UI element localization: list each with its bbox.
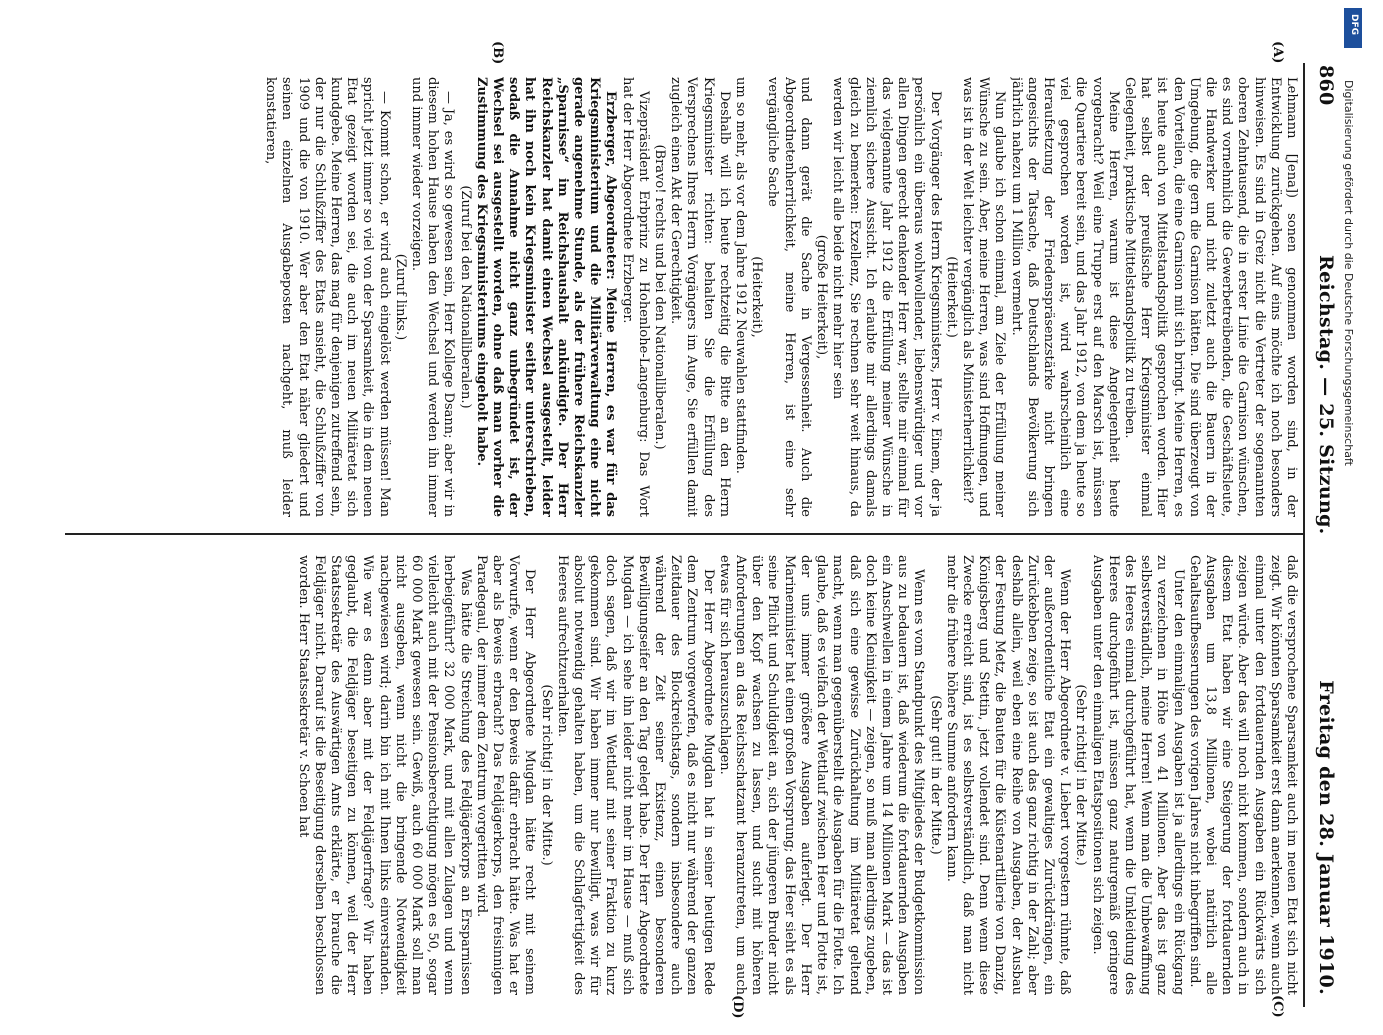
margin-marker-d: (D) [730, 995, 745, 1019]
paragraph: Wenn der Herr Abgeordnete v. Liebert vorgestern rühmte, daß der außerordentliche Etat ein gewaltiges Zurückdrängen, ein Zurückebben zeige, so ist auch das ganz richtig in der Zahl; aber deshalb allein, weil eben eine Reihe von Ausgaben, der Ausbau der Festung Metz, die Bauten für die Küstenartillerie von Danzig, Königsberg und Stettin, jetzt vollendet sind. Denn wenn diese Zwecke erreicht sind, ist es selbstverständlich, daß man nicht mehr die frühere höhere Summe anfordern kann. [943, 555, 1073, 995]
column-divider [65, 533, 1305, 535]
session-title: Reichstag. — 25. Sitzung. [1315, 255, 1337, 535]
paragraph: — Ja, es wird so gewesen sein, Herr Kollege Dsann; aber wir in diesem hohen Hause haben den Wechsel und werden ihn immer und immer wieder vorzeigen. [409, 77, 457, 517]
dfg-logo-text: DFG [1349, 14, 1359, 36]
paragraph: Der Vorgänger des Herrn Kriegsministers, Herr v. Einem, der ja persönlich ein überaus wohlwollender, liebenswürdiger und vor allen Dingen gerecht denkender Herr war, stellte mir einmal für das vielgenannte Jahr 1912 die Erfüllung meiner Wünsche in ziemlich sichere Aussicht. Ich erlaubte mir allerdings damals gleich zu bemerken: Exzellenz, Sie rechnen sehr weit hinaus, da werden wir leicht alle beide nicht mehr hier sein [830, 77, 943, 517]
digitization-note [1340, 10, 1356, 970]
paragraph: Meine Herren, warum ist diese Angelegenheit heute vorgebracht? Weil eine Truppe erst auf den Marsch ist, müssen die Quartiere bereit sein, und das Jahr 1912, von dem ja heute so viel gesprochen worden ist, wird wahrscheinlich eine Heraufsetzung der Friedenspräsenzstärke nicht bringen angesichts der Tatsache, daß Deutschlands Bevölkerung sich jährlich nahezu um 1 Million vermehrt. [1008, 77, 1121, 517]
paragraph: — Kommt schon, er wird auch eingelöst werden müssen! Man spricht jetzt immer so viel von der Sparsamkeit, die in dem neuen Etat gezeigt worden sei, die auch im neuen Militäretat sich kundgebe. Meine Herren, das mag für denjenigen zutreffend sein, der nur die Schlußziffer des Etats ansieht, die Schlußziffer von 1909 und die von 1910. Wer aber den Etat näher gliedert und seinen einzelnen Ausgabeposten nachgeht, muß leider konstatieren, [263, 77, 392, 517]
reaction: (Sehr richtig! in der Mitte.) [1073, 684, 1089, 866]
paragraph: Der Herr Abgeordnete Mugdan hat in seiner heutigen Rede dem Zentrum vorgeworfen, daß es nicht nur während der ganzen Zeitdauer des Blockreichstags, sondern insbesondere auch während der Zeit seiner Existenz, einen besonderen Bewilligungseifer an den Tag gelegt habe. Der Herr Abgeordnete Mugdan — ich sehe ihn leider nicht mehr im Hause — muß sich doch sagen, daß wir im Wettlauf mit seiner Fraktion zu kurz gekommen sind. Wir haben immer nur bewilligt, was wir für absolut notwendig gehalten haben, um die Schlagfertigkeit des Heeres aufrechtzuerhalten. [554, 555, 716, 995]
margin-marker-c: (C) [1270, 995, 1285, 1018]
reaction: (Zuruf links.) [392, 253, 408, 341]
left-column [64, 77, 1299, 517]
paragraph: und dann gerät die Sache in Vergessenheit. Auch die Abgeordnetenherrlichkeit, meine Herren, ist eine sehr vergängliche Sache [765, 77, 813, 517]
paragraph: Wenn es vom Standpunkt des Mitgliedes der Budgetkommission aus zu bedauern ist, daß wiederum die fortdauernden Ausgaben ein Anschwellen in einem Jahre um 14 Millionen Mark — das ist doch keine Kleinigkeit — zeigen, so muß man allerdings zugeben, daß sich eine gewisse Zurückhaltung im Militäretat geltend macht, wenn man gegenüberstellt die Ausgaben für die Flotte. Ich glaube, daß es vielfach der Wettlauf zwischen Heer und Flotte ist, der uns immer größere Ausgaben auferlegt. Der Herr Marineminister hat einen großen Vorsprung; das Heer sieht es als seine Pflicht und Schuldigkeit an, sich der jüngeren Bruder nicht über den Kopf wachsen zu lassen, und sucht mit höheren Anforderungen an das Reichsschatzamt heranzutreten, um auch etwas für sich herauszuschlagen. [716, 555, 927, 995]
reaction: (große Heiterkeit), [814, 234, 830, 360]
paragraph: Nun glaube ich schon einmal, am Ziele der Erfüllung meiner Wünsche zu sein. Aber, meine Herren, was sind Hoffnungen, und was ist in der Welt leichter vergänglich als Ministerherrlichkeit? [959, 77, 1008, 517]
reaction: (Zuruf bei den Nationalliberalen.) [457, 185, 473, 409]
paragraph: Der Herr Abgeordnete Mugdan hätte recht mit seinem Vorwurfe, wenn er den Beweis dafür erbracht hätte. Was hat er aber als Beweis erbracht? Das Feldjägerkorps, den freisinnigen Paradegaul, der immer dem Zentrum vorgeritten wird. [473, 555, 538, 995]
document-page [35, 35, 1365, 1035]
page-header [1307, 65, 1337, 1005]
paragraph: daß die versprochene Sparsamkeit auch im neuen Etat sich nicht zeigt. Wir könnten Sparsamkeit erst dann anerkennen, wenn auch einmal unter den fortdauernden Ausgaben ein Rückwärts sich zeigen würde. Aber das will noch nicht kommen, sondern auch in diesem Etat haben wir eine Steigerung der fortdauernden Ausgaben um 13,8 Millionen, wobei natürlich alle Gehaltsaufbesserungen des vorigen Jahres nicht inbegriffen sind. [1186, 555, 1299, 995]
margin-marker-a: (A) [1270, 41, 1285, 64]
reaction: (Heiterkeit), [749, 256, 765, 338]
paragraph: Was hätte die Streichung des Feldjägerkorps an Ersparnissen herbeigeführt? 32 000 Mark, und mit allen Zulagen und wenn vielleicht auch mit der Pensionsberechtigung mögen es 50, sogar 60 000 Mark gewesen sein. Gewiß, auch 60 000 Mark soll man nicht ausgeben, wenn nicht die bringende Notwendigkeit nachgewiesen wird; darin bin ich mit Ihnen links einverstanden. Wie war es denn aber mit der Feldjägerfrage? Wir haben geglaubt, die Feldjäger beseitigen zu können, weil der Herr Staatssekretär des Auswärtigen Amts erklärte, er brauche die Feldjäger nicht. Darauf ist die Beseitigung derselben beschlossen worden. Herr Staatssekretär v. Schoen hat [295, 555, 473, 995]
reaction: (Bravo! rechts und bei den Nationalliberalen.) [652, 144, 668, 450]
reaction: (Sehr richtig! in der Mitte.) [538, 684, 554, 866]
reaction: (Sehr gut! in der Mitte.) [927, 695, 943, 855]
paragraph: Deshalb will ich heute rechtzeitig die Bitte an den Herrn Kriegsminister richten: behalten Sie die Erfüllung des Versprechens Ihres Herrn Vorgängers im Auge, Sie erfüllen damit zugleich einen Akt der Gerechtigkeit. [668, 77, 732, 517]
speaker-paragraph: Erzberger, Abgeordneter: Meine Herren, es war für das Kriegsministerium und die Militärverwaltung eine nicht gerade angenehme Stunde, als der frühere Reichskanzler „Sparnisse“ im Reichshaushalt ankündigte. Der Herr Reichskanzler hat damit einen Wechsel ausgestellt, leider hat ihn noch kein Kriegsminister seither unterschrieben, sodaß die Annahme nicht ganz unbegründet ist, der Wechsel sei ausgestellt worden, ohne daß man vorher die Zustimmung des Kriegsministeriums eingeholt habe. [473, 77, 619, 517]
right-column [64, 555, 1299, 995]
paragraph: Lehmann [Jena]) sonen genommen worden sind, in der Entwicklung zurückgehen. Auf eins möchte ich noch besonders hinweisen. Es sind in Greiz nicht die Vertreter der sogenannten oberen Zehntausend, die in erster Linie die Garnison wünschen, es sind vornehmlich die Gewerbetreibenden, die Geschäftsleute, die Handwerker und nicht zuletzt auch die Bauern in der Umgebung, die gern die Garnison hätten. Die sind überzeugt von den Vorteilen, die eine Garnison mit sich bringt. Meine Herren, es ist heute auch von Mittelstandspolitik gesprochen worden. Hier hat selbst der preußische Herr Kriegsminister einmal Gelegenheit, praktische Mittelstandspolitik zu treiben. [1121, 77, 1299, 517]
session-date: Freitag den 28. Januar 1910. [1315, 680, 1337, 995]
digitization-note-text: Digitalisierung gefördert durch die Deutsche Forschungsgemeinschaft [1342, 80, 1355, 466]
margin-marker-b: (B) [490, 41, 505, 65]
reaction: (Heiterkeit.) [943, 256, 959, 338]
speaker-paragraph: Vizepräsident Erbprinz zu Hohenlohe-Langenburg: Das Wort hat der Herr Abgeordnete Erzberger. [619, 77, 651, 517]
paragraph: um so mehr, als vor dem Jahre 1912 Neuwahlen stattfinden. [733, 77, 749, 474]
page-number: 860 [1315, 65, 1337, 106]
paragraph: Unter den einmaligen Ausgaben ist ja allerdings ein Rückgang zu verzeichnen in Höhe von 41 Millionen. Aber das ist ganz selbstverständlich, meine Herren! Wenn man die Umbewaffnung des Heeres einmal durchgeführt hat, wenn die Umkleidung des Heeres durchgeführt ist, müssen ganz naturgemäß geringere Ausgaben unter den einmaligen Etatspositionen sich zeigen. [1089, 555, 1186, 995]
header-rule [1303, 63, 1305, 1007]
